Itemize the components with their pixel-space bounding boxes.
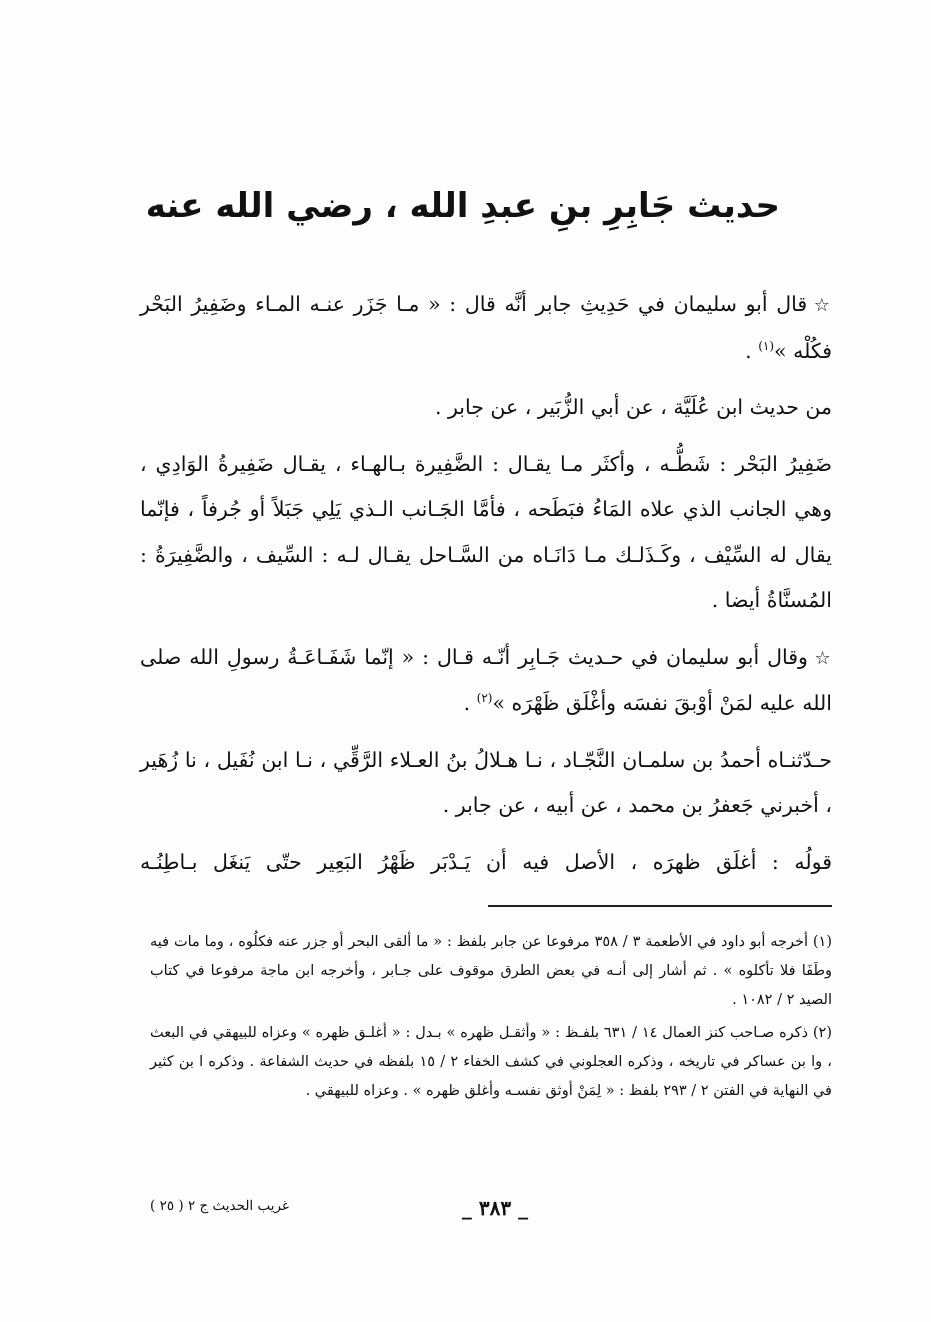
paragraph-3: [140, 442, 832, 624]
main-text: [140, 282, 832, 896]
paragraph-6: [140, 840, 832, 886]
paragraph-text: وقال أبو سليمان في حـديث جَـابِر أنّـه قـال : « إنّما شَفَـاعَـةُ رسولِ الله صلى الله عليه لمَنْ أوْبقَ نفسَه وأغْلَق ظَهْرَه »: [140, 644, 832, 715]
footnote-separator: [488, 905, 832, 907]
paragraph-tail: .: [745, 338, 759, 363]
paragraph-4: [140, 635, 832, 727]
footnote-ref[interactable]: (٢): [476, 691, 493, 706]
star-icon: ☆: [813, 295, 832, 316]
paragraph-tail: .: [463, 691, 477, 715]
star-icon: ☆: [814, 647, 833, 669]
page-footer: [150, 1194, 832, 1228]
paragraph-1: [140, 282, 832, 374]
footnotes: [150, 928, 832, 1110]
paragraph-5: [140, 738, 832, 829]
book-signature: غريب الحديث ج ٢ ( ٢٥ ): [150, 1198, 289, 1214]
page-number: _ ٣٨٣ _: [461, 1196, 529, 1220]
footnote-1: (١) أخرجه أبو داود في الأطعمة ٣ / ٣٥٨ مرفوعا عن جابر بلفظ : « ما ألقى البحر أو جزر عنه فكلُوه ، وما مات فيه وطَفَا فلا تأكلوه » . ثم أشار إلى أنـه في بعض الطرق موقوف على جـابر ، وأخرجه ابن ماجة مرفوعا في كتاب الصيد ٢ / ١٠٨٢ .: [150, 934, 832, 1008]
footnote-2: (٢) ذكره صـاحب كنز العمال ١٤ / ٦٣١ بلفـظ : « وأثقـل ظهره » بـدل : « أغلـق ظهره » وعزاه للبيهقي في البعث ، وا بن عساكر في تاريخه ، وذكره العجلوني في كشف الخفاء ٢ / ١٥ بلفظه في حديث الشفاعة . وذكره ا بن كثير في النهاية في الفتن ٢ / ٢٩٣ بلفظ : « لِمَنْ أوثق نفسـه وأغلق ظهره » . وعزاه للبيهقي .: [150, 1025, 832, 1099]
paragraph-text: حـدّثنـاه أحمدُ بن سلمـان النَّجّـاد ، نـا هـلالُ بنُ العـلاء الرَّقِّي ، نـا ابن نُفَيل ، نا زُهَير ، أخبرني جَعفرُ بن محمد ، عن أبيه ، عن جابر .: [140, 747, 832, 817]
paragraph-text: ضَفِيرُ البَحْر : شَطُّـه ، وأكثَر مـا يقـال : الضَّفِيرة بـالهـاء ، يقـال ضَفِيرةُ الوَادِي ، وهي الجانب الذي علاه المَاءُ فبَطَحه ، فأمَّا الجَـانب الـذي يَلِي جَبَلاً أو جُرفاً ، فإنّما يقال له السِّيْف ، وكَـذَلـك مـا دَانَـاه من السَّـاحل يقـال لـه : السِّيف ، والضَّفِيرَةُ : المُسنَّاةُ أيضا .: [140, 451, 832, 612]
paragraph-2: [140, 385, 832, 431]
paragraph-text: قال أبو سليمان في حَدِيثِ جابر أنَّه قال : « مـا جَزَر عنـه المـاء وضَفِيرُ البَحْر فكُلْه »: [140, 292, 832, 363]
footnote-ref[interactable]: (١): [758, 338, 775, 353]
paragraph-text: من حديث ابن عُلَيَّة ، عن أبي الزُّبَير ، عن جابر .: [434, 395, 832, 419]
paragraph-text: قولُه : أغلَق ظهرَه ، الأصل فيه أن يَـدْبَر ظَهْرُ البَعِير حتّى يَنغَل بـاطِنُـه: [140, 849, 832, 874]
chapter-title: حديث جَابِرِ بنِ عبدِ الله ، رضي الله عنه: [145, 186, 780, 226]
